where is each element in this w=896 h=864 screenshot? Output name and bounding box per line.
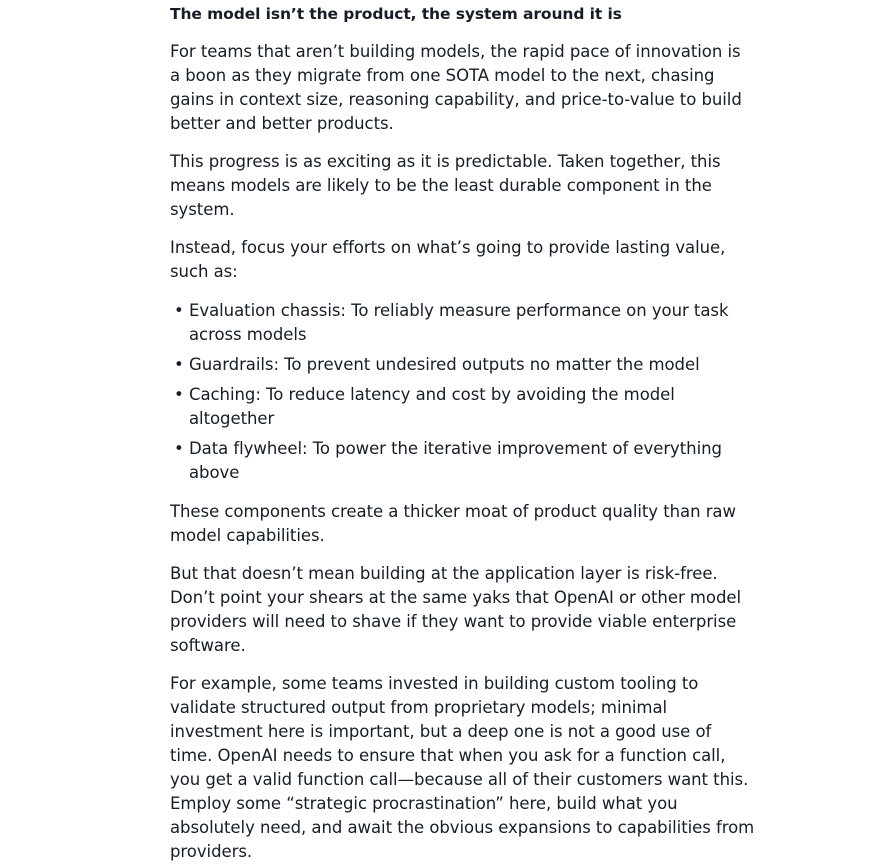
list-item-text: Guardrails: To prevent undesired outputs no matter the model: [189, 355, 700, 374]
paragraph-risk: But that doesn’t mean building at the application layer is risk-free. Don’t point your shears at the same yaks that OpenAI or other model providers will need to shave if they want to provide viable enterprise software.: [170, 564, 742, 655]
list-item-text: Evaluation chassis: To reliably measure performance on your task across models: [189, 301, 729, 344]
paragraph-intro: For teams that aren’t building models, the rapid pace of innovation is a boon as they migrate from one SOTA model to the next, chasing gains in context size, reasoning capability, and price-to-value to build better and better products.: [170, 42, 742, 133]
list-item: [174, 383, 755, 431]
list-item-text: Data flywheel: To power the iterative improvement of everything above: [189, 439, 722, 482]
paragraph-moat: These components create a thicker moat of product quality than raw model capabilities.: [170, 502, 736, 545]
bullet-icon: •: [174, 385, 184, 404]
paragraph-example: For example, some teams invested in building custom tooling to validate structured output from proprietary models; minimal investment here is important, but a deep one is not a good use of time. OpenAI needs to ensure that when you ask for a function call, you get a valid function call—because all of their customers want this. Employ some “strategic procrastination” here, build what you absolutely need, and await the obvious expansions to capabilities from providers.: [170, 674, 755, 861]
bullet-icon: •: [174, 439, 184, 458]
list-item: [174, 353, 755, 377]
paragraph-progress: This progress is as exciting as it is predictable. Taken together, this means models are likely to be the least durable component in the system.: [170, 152, 721, 219]
list-item-text: Caching: To reduce latency and cost by avoiding the model altogether: [189, 385, 675, 428]
bullet-icon: •: [174, 301, 184, 320]
article-body: [170, 0, 755, 864]
bullet-icon: •: [174, 355, 184, 374]
lasting-value-list: [170, 299, 755, 485]
list-item: [174, 437, 755, 485]
section-heading: The model isn’t the product, the system around it is: [170, 5, 622, 23]
list-item: [174, 299, 755, 347]
paragraph-focus: Instead, focus your efforts on what’s going to provide lasting value, such as:: [170, 238, 726, 281]
